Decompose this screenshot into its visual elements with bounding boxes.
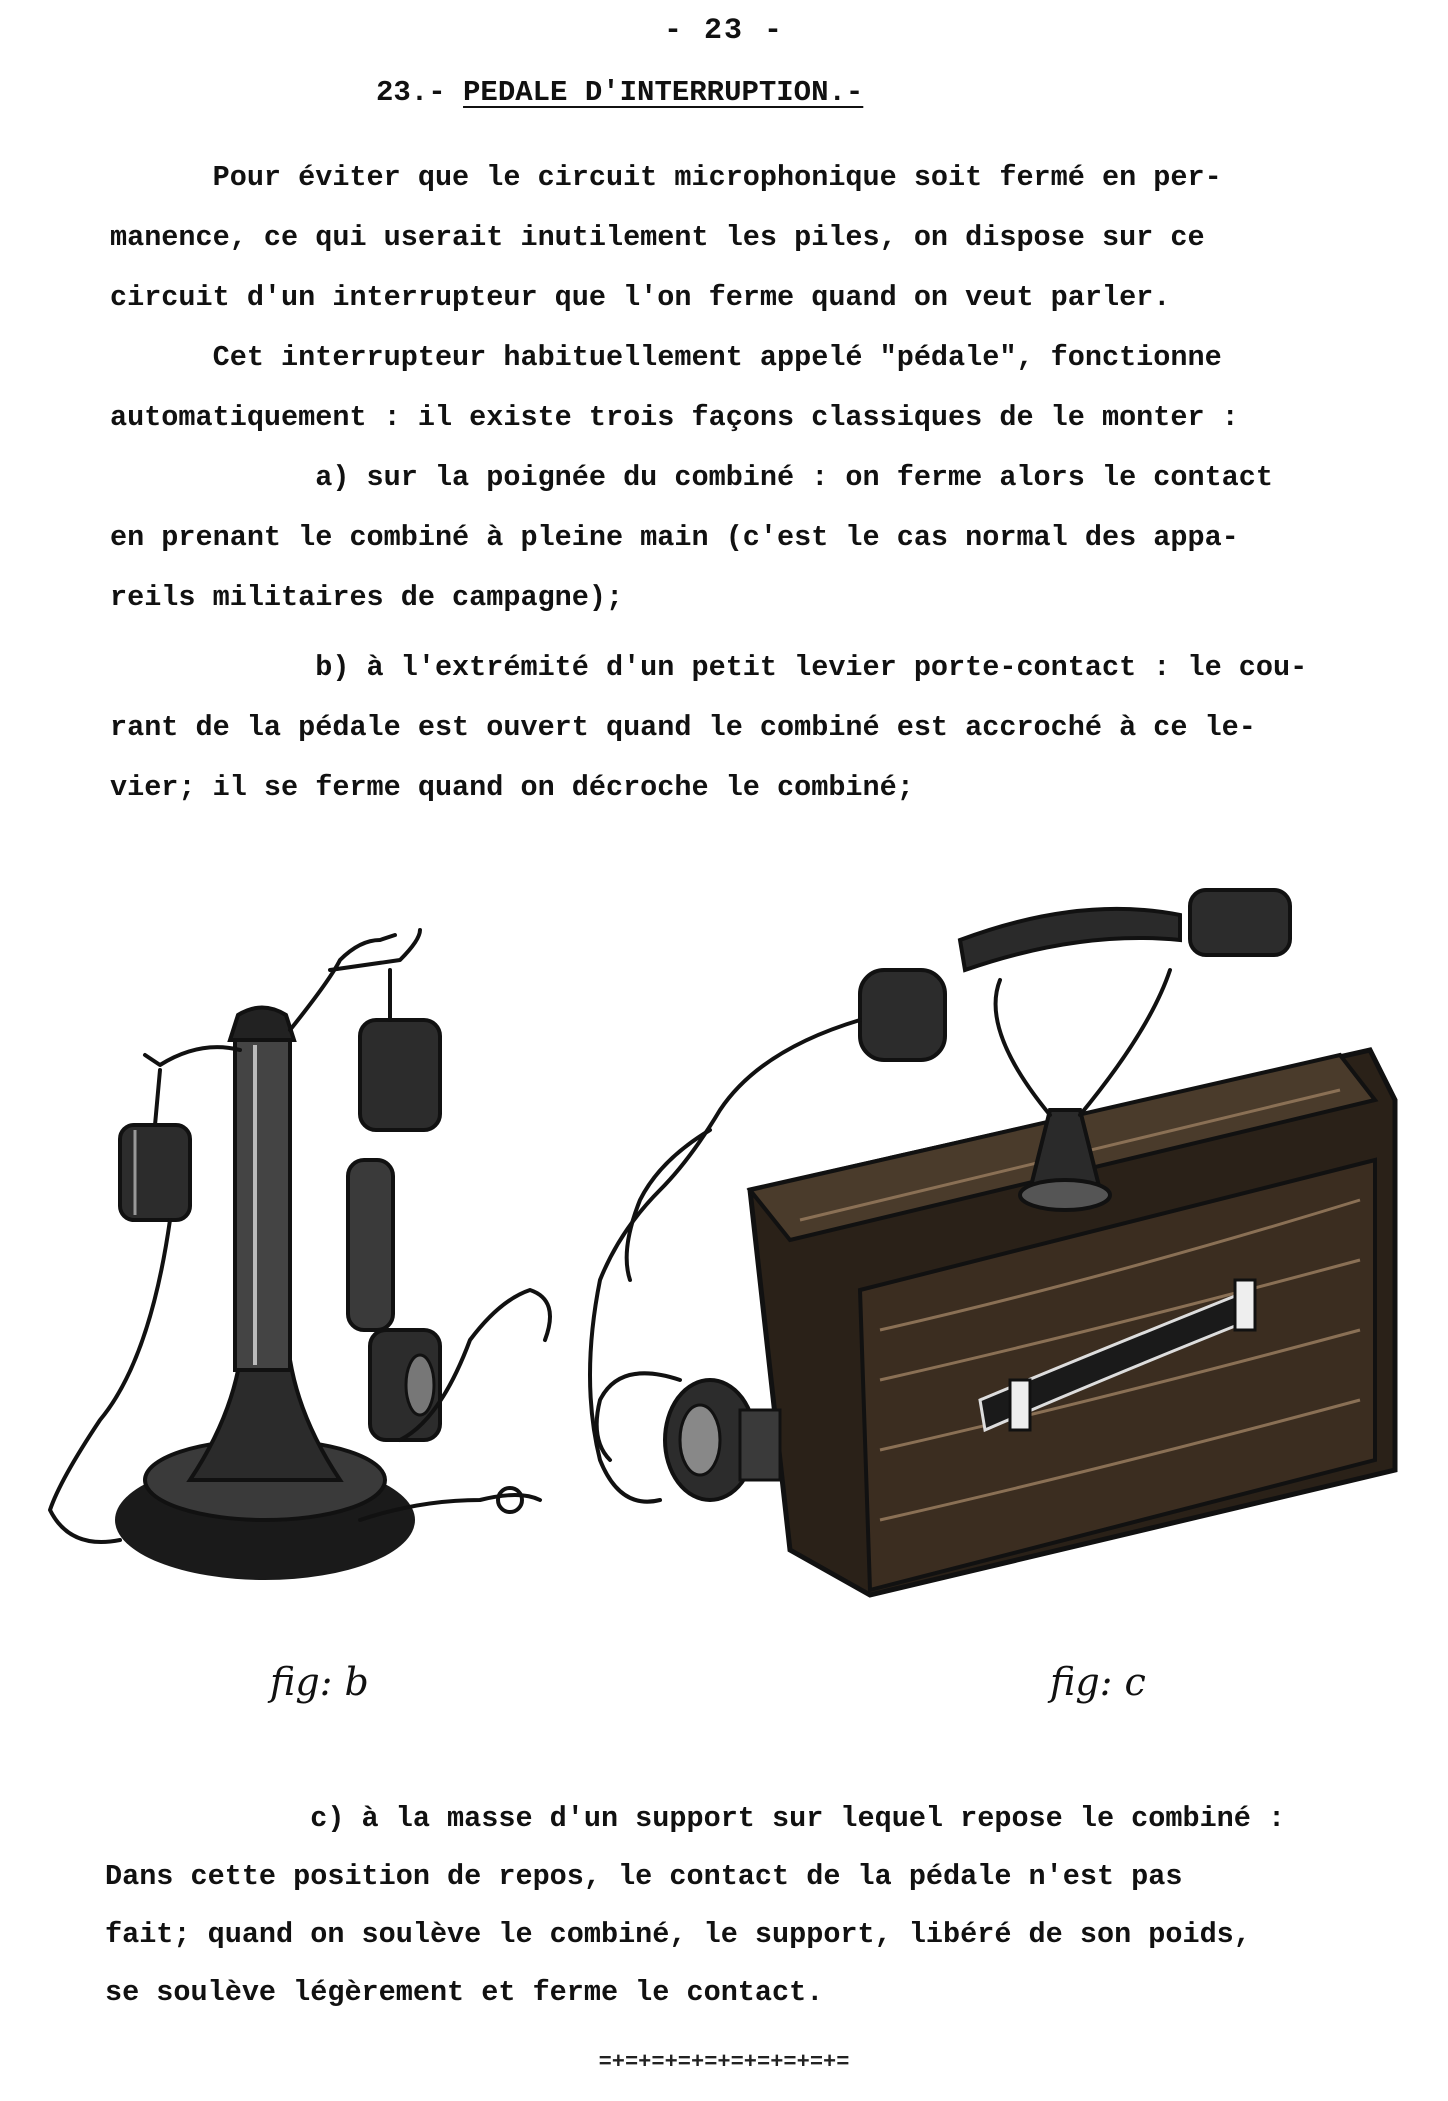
footer-ornament: =+=+=+=+=+=+=+=+=+=: [598, 2050, 850, 2075]
text-line: automatiquement : il existe trois façons classiques de le monter :: [110, 401, 1239, 434]
section-number: 23.-: [376, 76, 446, 109]
text-line: b) à l'extrémité d'un petit levier porte-contact : le cou-: [110, 651, 1308, 684]
text-line: vier; il se ferme quand on décroche le combiné;: [110, 771, 914, 804]
figure-caption-b: fig: b: [270, 1660, 369, 1704]
text-line: Pour éviter que le circuit microphonique soit fermé en per-: [110, 161, 1222, 194]
text-line: fait; quand on soulève le combiné, le support, libéré de son poids,: [105, 1918, 1251, 1951]
text-line: c) à la masse d'un support sur lequel repose le combiné :: [105, 1802, 1286, 1835]
text-line: a) sur la poignée du combiné : on ferme alors le contact: [110, 461, 1273, 494]
paragraph-1: [110, 148, 1340, 328]
figure-caption-c: fig: c: [1050, 1660, 1146, 1704]
paragraph-c: [105, 1790, 1345, 2022]
paragraph-2: [110, 328, 1340, 448]
figure-area: [0, 860, 1448, 1720]
text-line: rant de la pédale est ouvert quand le combiné est accroché à ce le-: [110, 711, 1256, 744]
wall-box-telephone-illustration: [590, 890, 1395, 1595]
section-title: [376, 76, 863, 109]
text-line: Dans cette position de repos, le contact de la pédale n'est pas: [105, 1860, 1183, 1893]
section-heading: PEDALE D'INTERRUPTION.-: [463, 76, 864, 109]
text-line: en prenant le combiné à pleine main (c'est le cas normal des appa-: [110, 521, 1239, 554]
paragraph-b: [110, 638, 1340, 818]
paragraph-a: [110, 448, 1340, 628]
text-line: circuit d'un interrupteur que l'on ferme quand on veut parler.: [110, 281, 1171, 314]
page-number: - 23 -: [663, 14, 785, 48]
candlestick-telephone-illustration: [50, 930, 550, 1580]
text-line: reils militaires de campagne);: [110, 581, 624, 614]
telephone-illustrations: [0, 860, 1448, 1720]
text-line: Cet interrupteur habituellement appelé "pédale", fonctionne: [110, 341, 1222, 374]
text-line: manence, ce qui userait inutilement les piles, on dispose sur ce: [110, 221, 1205, 254]
text-line: se soulève légèrement et ferme le contact.: [105, 1976, 824, 2009]
